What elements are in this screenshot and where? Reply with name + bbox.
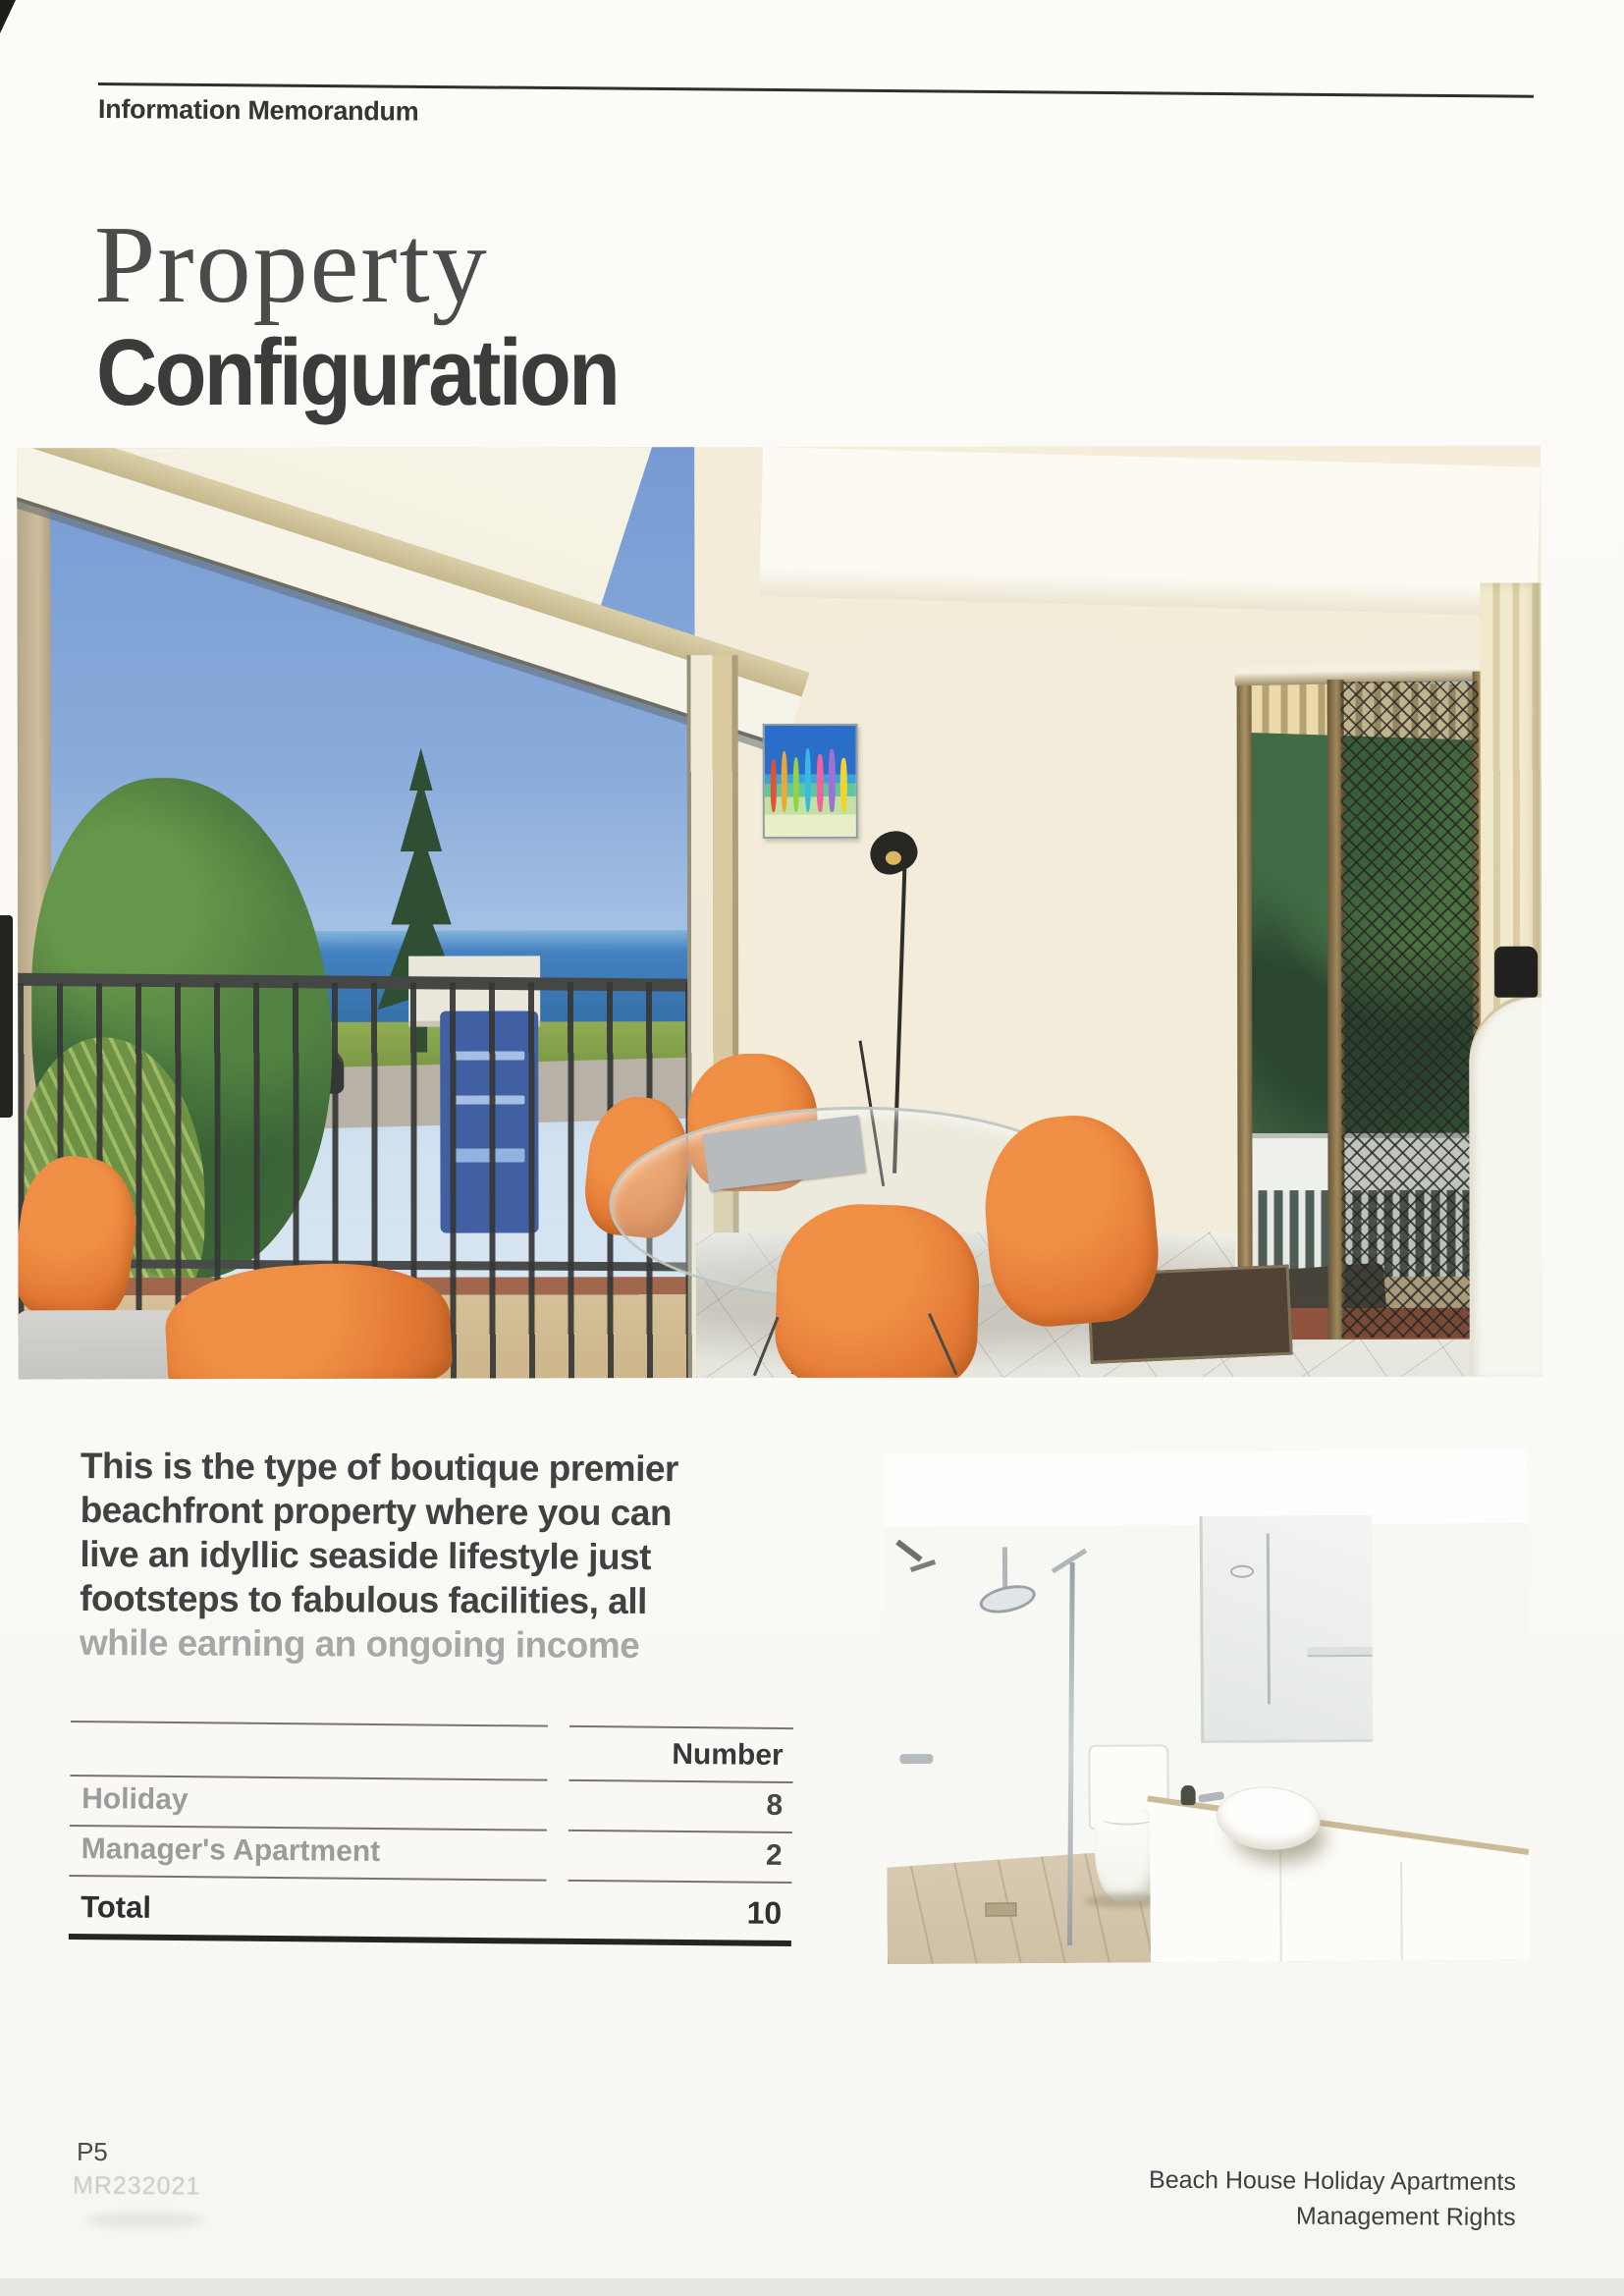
table-row-value: 8 [568,1781,792,1833]
table-header-empty [70,1721,548,1781]
table-row-label: Manager's Apartment [69,1827,546,1882]
scan-smudge [86,2212,204,2229]
scan-bottom-edge [0,2278,1624,2296]
page-number: P5 [76,2136,108,2167]
towel-hook [895,1540,922,1562]
scan-edge-artifact [0,915,13,1118]
paragraph-line: live an idyllic seaside lifestyle just [80,1533,652,1578]
rain-shower-head [977,1580,1038,1617]
page-title-line1: Property [94,204,489,326]
shower-mixer [899,1754,933,1764]
shower-drain [985,1902,1016,1916]
table-total-row [69,1877,792,1946]
paragraph-line: beachfront property where you can [80,1489,673,1534]
paragraph-line: This is the type of boutique premier [80,1446,678,1490]
scan-corner-mark [0,0,16,33]
apartment-balcony-photo [17,446,1543,1380]
table-row-value: 2 [568,1831,791,1884]
table-header-row [70,1721,793,1783]
vanity-cabinet [1150,1795,1531,1963]
table-total-label: Total [81,1889,152,1925]
bathroom-photo [884,1449,1531,1965]
mirror-reflection-shower [1230,1565,1254,1578]
paragraph-line: footsteps to fabulous facilities, all [80,1577,647,1622]
towel-hook [910,1559,936,1572]
photo-scan-tint [17,446,1543,1380]
table-column-gap [547,1781,568,1831]
intro-paragraph [80,1444,787,1668]
page-title-line2: Configuration [96,320,619,425]
document-kicker: Information Memorandum [97,94,419,127]
vanity-decor [1181,1785,1196,1805]
footer-business-type: Management Rights [1295,2202,1516,2231]
table-total-value: 10 [746,1894,783,1931]
towel-rail [1308,1647,1373,1657]
basin-tap [1198,1791,1224,1803]
mirror-reflection-line [1267,1534,1271,1704]
table-row-label: Holiday [70,1777,547,1831]
footer-right [884,2160,1516,2235]
table-row [70,1777,792,1833]
configuration-table [69,1721,793,1946]
table-header-number: Number [568,1725,793,1783]
paragraph-line: while earning an ongoing income [79,1621,640,1666]
mirror [1200,1515,1374,1743]
document-reference: MR232021 [72,2171,201,2201]
table-column-gap [546,1882,568,1939]
table-column-gap [547,1725,569,1781]
table-column-gap [546,1831,568,1882]
table-row [69,1827,791,1884]
footer-property-name: Beach House Holiday Apartments [1148,2165,1516,2196]
scan-right-edge [1598,0,1624,2296]
